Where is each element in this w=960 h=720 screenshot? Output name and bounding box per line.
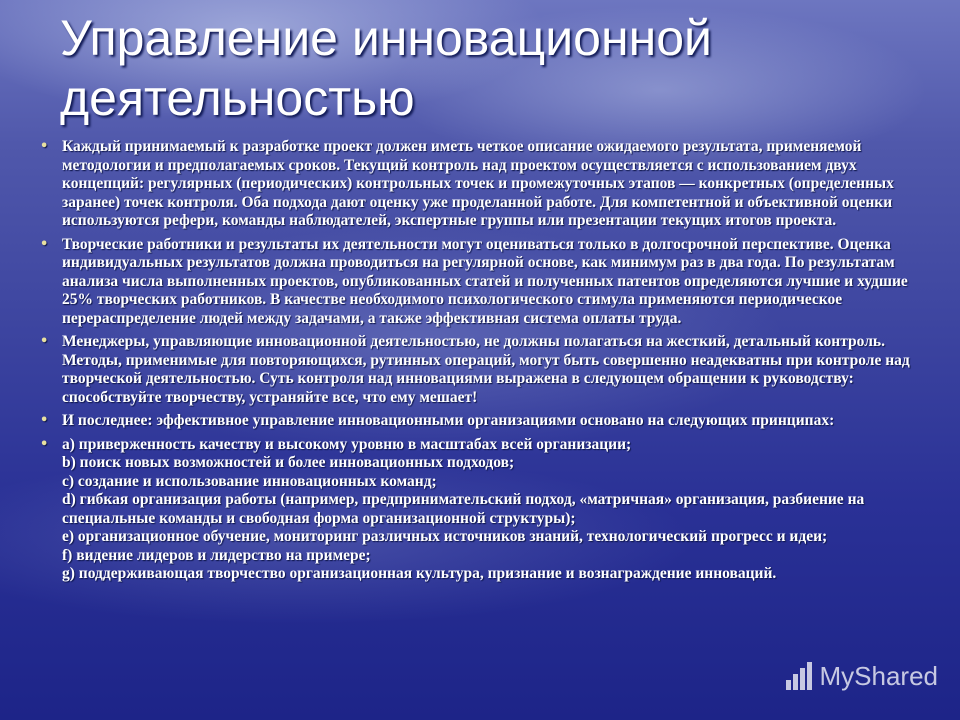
slide-title-line1: Управление инновационной (60, 10, 712, 66)
bullet-icon: • (40, 413, 49, 428)
bullet-icon: • (40, 139, 49, 154)
bullet-text: Каждый принимаемый к разработке проект должен иметь четкое описание ожидаемого результата, применяемой методологии и предполагаемых сроков. Текущий контроль над проектом осуществляется с использованием двух концепций: регулярных (периодических) контрольных точек и промежуточных этапов — конкретных (определенных заранее) точек контроля. Оба подхода дают оценку уже проделанной работе. Для компетентной и объективной оценки используются рефери, команды наблюдателей, экспертные группы или презентации текущих итогов проекта. (62, 138, 894, 229)
bullet-text: И последнее: эффективное управление инновационными организациями основано на следующих принципах: (62, 412, 835, 429)
principle-g: g) поддерживающая творчество организационная культура, признание и вознаграждение инноваций. (62, 565, 777, 582)
principle-c: c) создание и использование инновационных команд; (62, 472, 437, 490)
principles-item (40, 436, 935, 584)
bullet-icon: • (40, 236, 49, 252)
bullet-icon: • (40, 436, 49, 452)
bullet-item (40, 412, 935, 431)
principle-e: e) организационное обучение, мониторинг различных источников знаний, технологический прогресс и идеи; (62, 528, 828, 545)
principle-b: b) поиск новых возможностей и более инновационных подходов; (62, 454, 515, 471)
watermark-text: MyShared (819, 661, 938, 691)
principle-d: d) гибкая организация работы (например, предпринимательский подход, «матричная» организация, разбиение на специальные команды и свободная форма организационной структуры); (62, 491, 865, 527)
bullet-text: Менеджеры, управляющие инновационной деятельностью, не должны полагаться на жесткий, детальный контроль. Методы, применимые для повторяющихся, рутинных операций, могут быть совершенно неадекватны при контроле над творческой деятельностью. Суть контроля над инновациями выражена в следующем обращении к руководству: способствуйте творчеству, устраняйте все, что ему мешает! (62, 333, 910, 406)
watermark (784, 661, 939, 692)
principles-list (62, 436, 935, 584)
bullet-item (40, 333, 935, 407)
slide-title (60, 8, 920, 128)
bar-chart-logo-icon (784, 662, 814, 692)
bullet-list (40, 138, 935, 589)
slide-title-line2: деятельностью (60, 70, 415, 126)
bullet-item (40, 236, 935, 329)
bullet-item (40, 138, 935, 231)
bullet-text: Творческие работники и результаты их деятельности могут оцениваться только в долгосрочной перспективе. Оценка индивидуальных результатов должна проводиться на регулярной основе, как минимум раз в два года. По результатам анализа числа выполненных проектов, опубликованных статей и полученных патентов определяются лучшие и худшие 25% творческих работников. В качестве необходимого психологического стимула применяются периодическое перераспределение людей между задачами, а также эффективная система оплаты труда. (62, 235, 908, 327)
principle-f: f) видение лидеров и лидерство на примере; (62, 546, 371, 564)
bullet-icon: • (40, 334, 49, 349)
principle-a: a) приверженность качеству и высокому уровню в масштабах всей организации; (62, 435, 632, 453)
